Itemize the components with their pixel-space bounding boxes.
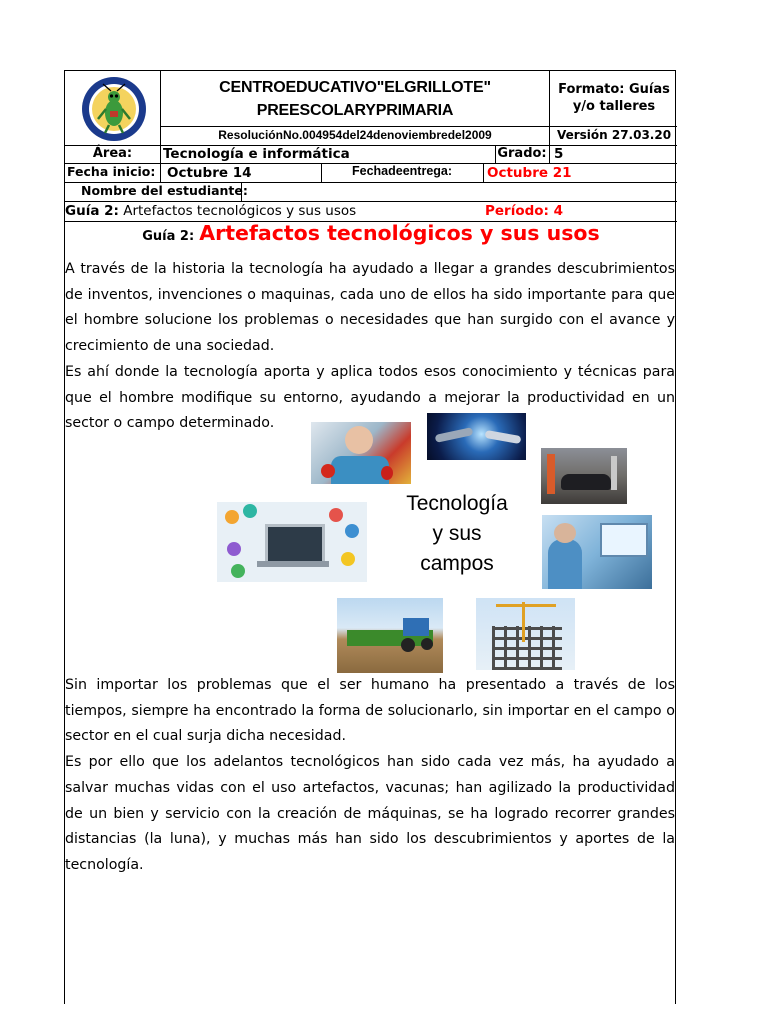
collage-caption [377, 489, 537, 579]
car-factory-photo [541, 448, 627, 504]
school-crest-icon [79, 75, 149, 143]
school-level: PREESCOLARYPRIMARIA [256, 102, 454, 119]
collage-caption-line: campos [420, 552, 494, 575]
collage-caption-line: y sus [432, 522, 482, 545]
period-label: Período: 4 [485, 203, 564, 219]
version-label: Versión 27.03.20 [556, 128, 672, 142]
divider [483, 163, 484, 182]
divider [321, 163, 322, 182]
start-date-value: Octubre 14 [167, 165, 252, 181]
student-name-field[interactable] [245, 183, 673, 200]
heading-prefix: Guía 2: [142, 229, 195, 244]
delivery-date-label: Fechadeentrega: [351, 164, 453, 178]
resolution: ResoluciónNo.004954del24denoviembredel2009 [218, 128, 492, 142]
closing-text [65, 673, 675, 879]
divider [495, 145, 496, 163]
start-date-label: Fecha inicio: [67, 164, 156, 179]
guide-row [65, 203, 356, 219]
area-label: Área: [92, 146, 133, 161]
paragraph: Es ahí donde la tecnología aporta y aplica todos esos conocimiento y técnicas para que el hombre modifique su entorno, ayudando a mejorar la productividad en un sector o campo determinado. [65, 363, 675, 432]
grade-value: 5 [554, 146, 564, 162]
intro-text [65, 257, 675, 437]
heading-title: Artefactos tecnológicos y sus usos [199, 221, 600, 245]
divider [65, 201, 677, 202]
devices-network-photo [217, 502, 367, 582]
medical-technology-photo [542, 515, 652, 589]
delivery-date-value: Octubre 21 [487, 165, 572, 181]
divider [549, 71, 550, 145]
paragraph: A través de la historia la tecnología ha ayudado a llegar a grandes descubrimientos de inventos, invenciones o maquinas, cada uno de ellos ha sido importante para que el hombre solucione los problemas o necesidades que han surgido con el avance y crecimiento de una sociedad. [65, 261, 675, 355]
guide-sheet [64, 70, 676, 1004]
grade-label: Grado: [497, 146, 547, 161]
format-label: Formato: Guías y/o talleres [558, 82, 670, 114]
guide-value: Artefactos tecnológicos y sus usos [123, 203, 357, 219]
agriculture-machinery-photo [337, 598, 443, 673]
construction-site-photo [476, 598, 575, 670]
paragraph: Sin importar los problemas que el ser humano ha presentado a través de los tiempos, siempre ha encontrado la forma de solucionarlo, sin importar en el campo o sector en el cual surja dicha necesidad. [65, 677, 675, 745]
content-heading [65, 221, 677, 245]
divider [160, 126, 677, 127]
school-name: CENTROEDUCATIVO"ELGRILLOTE" [219, 79, 491, 96]
guide-label: Guía 2: [65, 203, 119, 219]
student-name-label: Nombre del estudiante: [81, 183, 248, 198]
paragraph: Es por ello que los adelantos tecnológicos han sido cada vez más, ha ayudado a salvar muchas vidas con el uso artefactos, vacunas; han agilizado la productividad de un bien y servicio con la creación de máquinas, se ha logrado recorrer grandes distancias (la luna), y muchas más han sido los descubrimientos y aportes de la tecnología. [65, 754, 675, 873]
lab-scientist-photo [311, 422, 411, 484]
divider [549, 145, 550, 163]
robot-hand-photo [427, 413, 526, 460]
collage-caption-line: Tecnología [406, 492, 508, 515]
divider [160, 145, 161, 182]
area-value: Tecnología e informática [163, 146, 350, 162]
